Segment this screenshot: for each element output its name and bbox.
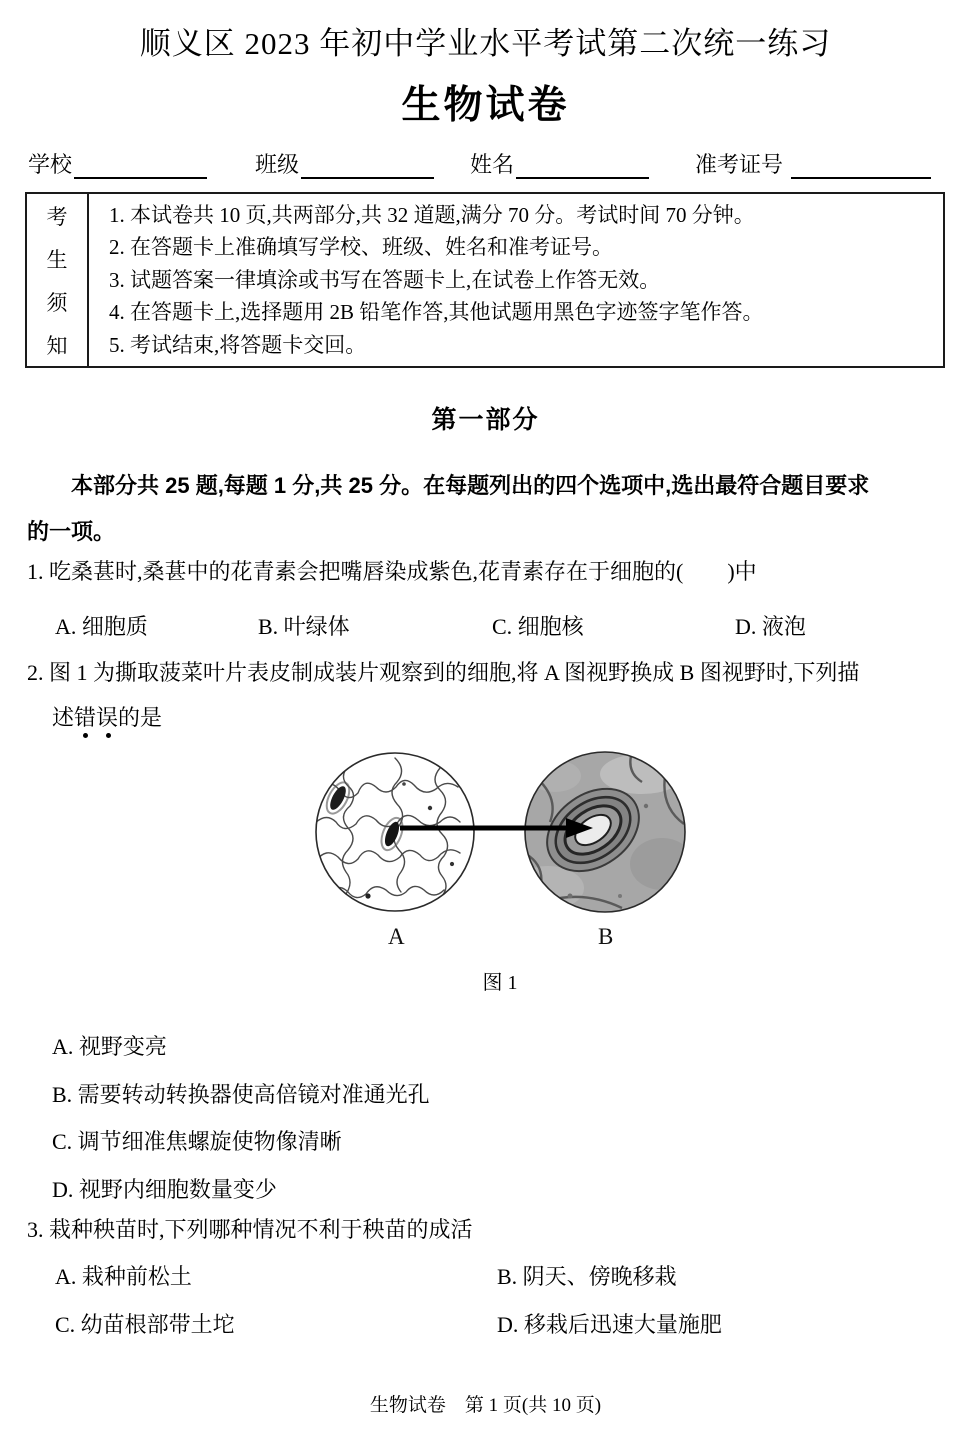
view-b-high-magnification [512, 746, 694, 918]
doc-subtitle: 生物试卷 [401, 84, 570, 127]
form-field-name [470, 148, 649, 179]
view-a-low-magnification [310, 746, 480, 918]
figure-1-caption: 图 1 [482, 972, 518, 994]
q2-option-c: C. 调节细准焦螺旋使物像清晰 [52, 1129, 342, 1154]
exam-id-label: 准考证号 [695, 152, 784, 177]
q1-option-b: B. 叶绿体 [258, 614, 350, 639]
question-1-options [0, 610, 971, 640]
question-3-options-row2 [0, 1308, 971, 1338]
notice-item: 4. 在答题卡上,选择题用 2B 铅笔作答,其他试题用黑色字迹签字笔作答。 [109, 300, 764, 325]
q3-option-a: A. 栽种前松土 [55, 1264, 192, 1289]
view-a-label: A [388, 924, 405, 949]
q3-option-c: C. 幼苗根部带土坨 [55, 1312, 235, 1337]
microscope-views-illustration [280, 746, 700, 958]
notice-side-char: 考 [46, 204, 68, 229]
notice-side-char: 生 [46, 247, 68, 272]
q2-line2-prefix: 述 [52, 705, 75, 730]
q3-option-b: B. 阴天、傍晚移栽 [497, 1264, 677, 1289]
form-field-exam-id [695, 148, 931, 179]
emphasis-dot [83, 733, 88, 738]
notice-side-char: 须 [46, 290, 68, 315]
school-blank-line [74, 155, 207, 179]
notice-side-label [27, 194, 89, 366]
q2-emphasized-word: 错误 [74, 705, 119, 730]
q1-option-d: D. 液泡 [735, 614, 806, 639]
notice-side-char: 知 [46, 333, 68, 358]
figure-1 [280, 746, 700, 958]
part1-heading: 第一部分 [431, 406, 540, 434]
notice-item: 2. 在答题卡上准确填写学校、班级、姓名和准考证号。 [109, 235, 613, 260]
question-3-options-row1 [0, 1260, 971, 1290]
name-label: 姓名 [470, 152, 515, 177]
notice-item: 5. 考试结束,将答题卡交回。 [109, 332, 367, 357]
question-2-text-line2 [52, 701, 162, 732]
q2-option-d: D. 视野内细胞数量变少 [52, 1177, 277, 1202]
question-1-text: 1. 吃桑葚时,桑葚中的花青素会把嘴唇染成紫色,花青素存在于细胞的( )中 [27, 559, 757, 584]
question-2-text-line1: 2. 图 1 为撕取菠菜叶片表皮制成装片观察到的细胞,将 A 图视野换成 B 图视野时,下列描 [27, 660, 860, 685]
form-field-school [28, 148, 207, 179]
notice-items [89, 194, 943, 366]
view-b-label: B [598, 924, 614, 949]
q3-option-d: D. 移栽后迅速大量施肥 [497, 1312, 722, 1337]
form-field-class [255, 148, 434, 179]
notice-item: 1. 本试卷共 10 页,共两部分,共 32 道题,满分 70 分。考试时间 70 分钟。 [109, 203, 755, 227]
notice-item: 3. 试题答案一律填涂或书写在答题卡上,在试卷上作答无效。 [109, 267, 661, 292]
notice-box [25, 192, 945, 368]
school-label: 学校 [28, 152, 73, 177]
name-blank-line [516, 155, 649, 179]
exam-id-blank-line [791, 155, 931, 179]
q2-line2-suffix: 的是 [118, 705, 163, 730]
q2-option-b: B. 需要转动转换器使高倍镜对准通光孔 [52, 1082, 430, 1107]
part1-intro [27, 463, 945, 555]
student-info-row [28, 148, 945, 182]
q1-option-a: A. 细胞质 [55, 614, 148, 639]
page-footer: 生物试卷 第 1 页(共 10 页) [369, 1395, 602, 1416]
intro-line: 本部分共 25 题,每题 1 分,共 25 分。在每题列出的四个选项中,选出最符合题目要求 [71, 473, 870, 498]
intro-line: 的一项。 [27, 519, 116, 544]
question-3-text: 3. 栽种秧苗时,下列哪种情况不利于秧苗的成活 [27, 1217, 473, 1242]
class-blank-line [301, 155, 434, 179]
emphasis-dot [106, 733, 111, 738]
q1-option-c: C. 细胞核 [492, 614, 584, 639]
page-title: 顺义区 2023 年初中学业水平考试第二次统一练习 [139, 26, 832, 61]
q2-option-a: A. 视野变亮 [52, 1034, 167, 1059]
class-label: 班级 [255, 152, 300, 177]
